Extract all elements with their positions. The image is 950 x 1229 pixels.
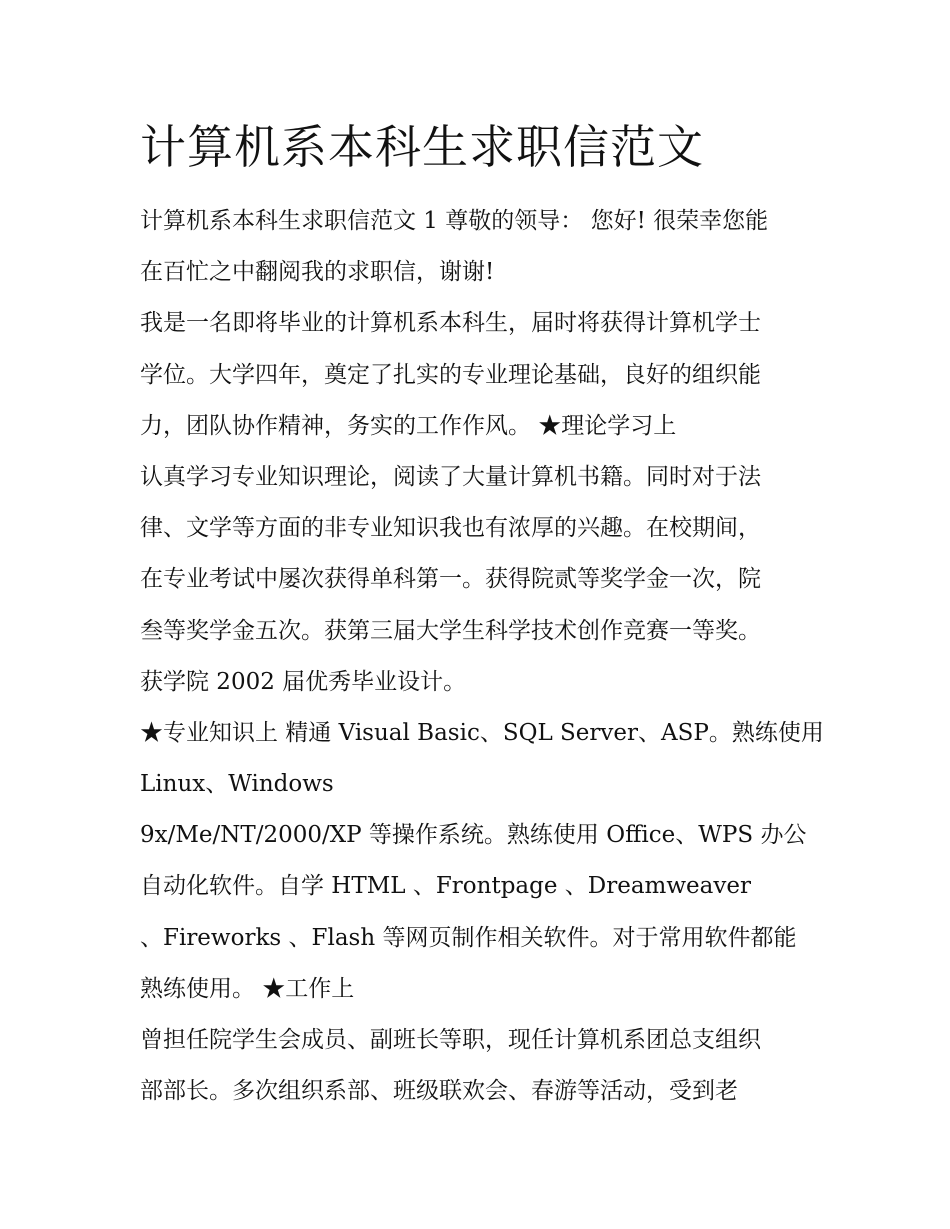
text-line: 学位。大学四年，奠定了扎实的专业理论基础，良好的组织能 [140, 361, 761, 388]
text-line: 认真学习专业知识理论，阅读了大量计算机书籍。同时对于法 [140, 463, 761, 490]
text-line: 力，团队协作精神，务实的工作作风。 ★理论学习上 [140, 412, 677, 439]
text-line: 在百忙之中翻阅我的求职信，谢谢! [140, 259, 495, 286]
document-title: 计算机系本科生求职信范文 [140, 120, 704, 174]
text-line: 律、文学等方面的非专业知识我也有浓厚的兴趣。在校期间， [140, 515, 761, 542]
text-line: 我是一名即将毕业的计算机系本科生，届时将获得计算机学士 [140, 310, 761, 337]
text-line: 、Fireworks 、Flash 等网页制作相关软件。对于常用软件都能 [140, 924, 797, 951]
text-line: Linux、Windows [140, 771, 334, 798]
text-line: 叁等奖学金五次。获第三届大学生科学技术创作竞赛一等奖。 [140, 617, 761, 644]
text-line: 获学院 2002 届优秀毕业设计。 [140, 668, 467, 695]
document-body [140, 196, 830, 1117]
text-line: 9x/Me/NT/2000/XP 等操作系统。熟练使用 Office、WPS 办公 [140, 822, 807, 849]
text-line: ★专业知识上 精通 Visual Basic、SQL Server、ASP。熟练使用 [140, 719, 824, 746]
text-line: 部部长。多次组织系部、班级联欢会、春游等活动，受到老 [140, 1078, 738, 1105]
text-line: 在专业考试中屡次获得单科第一。获得院贰等奖学金一次，院 [140, 566, 761, 593]
text-line: 熟练使用。 ★工作上 [140, 975, 355, 1002]
text-line: 曾担任院学生会成员、副班长等职，现任计算机系团总支组织 [140, 1027, 761, 1053]
text-line: 计算机系本科生求职信范文 1 尊敬的领导： 您好! 很荣幸您能 [140, 208, 769, 234]
text-line: 自动化软件。自学 HTML 、Frontpage 、Dreamweaver [140, 873, 751, 900]
